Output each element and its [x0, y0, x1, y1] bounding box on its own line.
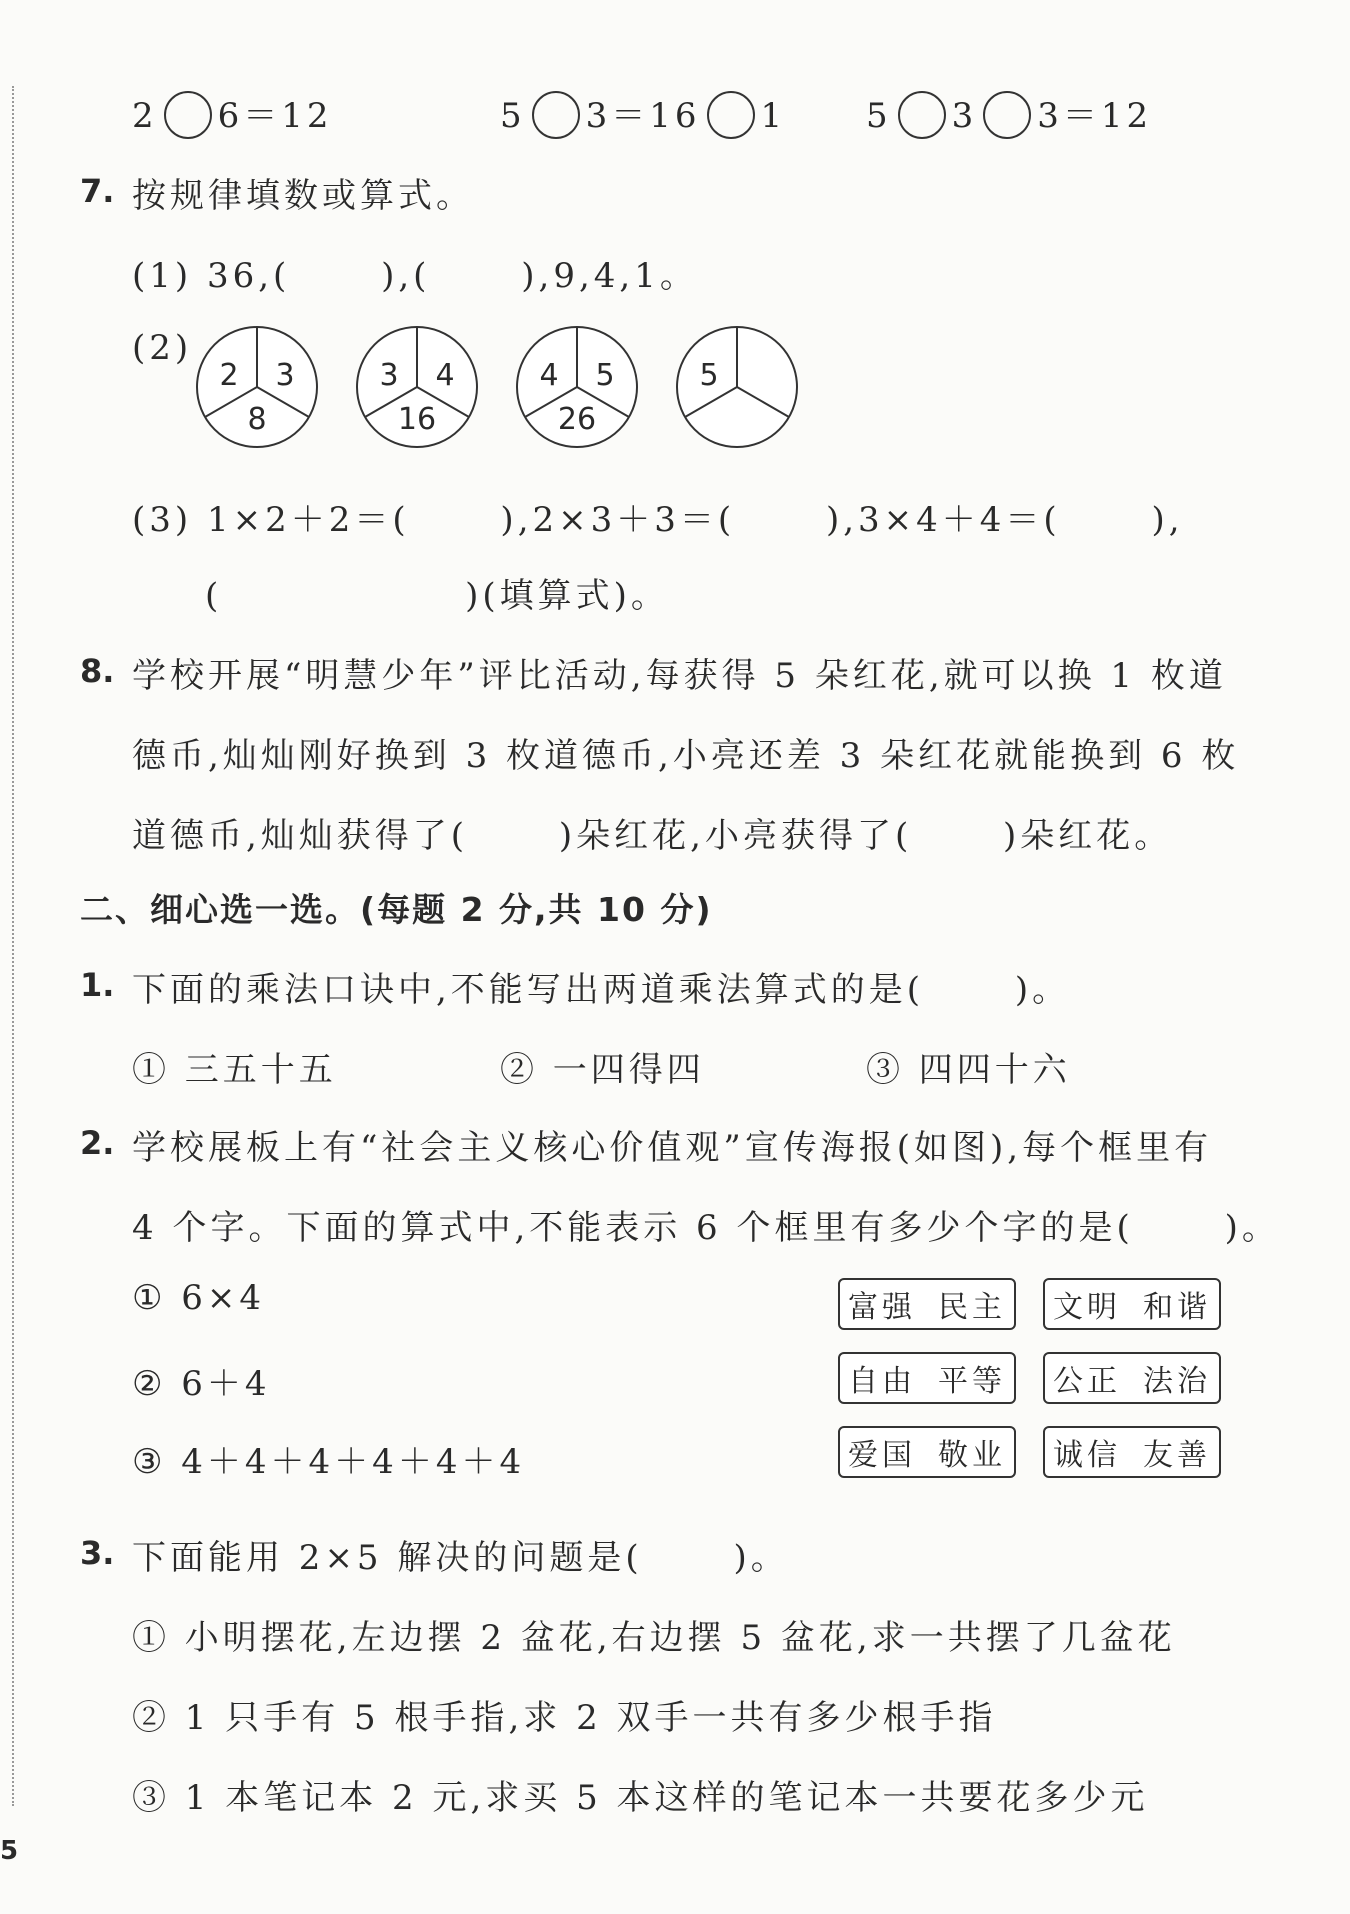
- pattern-circle: [357, 327, 477, 447]
- binding-margin-line: [12, 86, 14, 1806]
- question-8-line-3: 道德币,灿灿获得了( )朵红花,小亮获得了( )朵红花。: [132, 816, 1173, 856]
- question-7-part-2-label: (2): [132, 328, 193, 368]
- poster-box: [838, 1426, 1016, 1478]
- blank-circle[interactable]: [898, 91, 946, 139]
- box-word: 友善: [1143, 1438, 1211, 1473]
- question-7-part-3-line-1: (3) 1×2＋2＝( ),2×3＋3＝( ),3×4＋4＝( ),: [132, 500, 1184, 540]
- choice-3-option-2[interactable]: ② 1 只手有 5 根手指,求 2 双手一共有多少根手指: [132, 1698, 997, 1738]
- equation-1: [132, 88, 333, 142]
- eq1-right: 6＝12: [217, 96, 333, 136]
- choice-3-option-3[interactable]: ③ 1 本笔记本 2 元,求买 5 本这样的笔记本一共要花多少元: [132, 1778, 1149, 1818]
- circle-value-right: 4: [435, 358, 455, 393]
- choice-1-option-2[interactable]: ② 一四得四: [500, 1050, 705, 1090]
- poster-box: [1043, 1352, 1221, 1404]
- box-word: 民主: [938, 1290, 1006, 1325]
- circle-value-left: 3: [379, 358, 399, 393]
- choice-2-option-3[interactable]: ③ 4＋4＋4＋4＋4＋4: [132, 1442, 526, 1482]
- pattern-circles: [195, 322, 825, 452]
- blank-circle[interactable]: [164, 91, 212, 139]
- eq3-b: 3: [951, 96, 978, 136]
- circle-value-bottom: 8: [247, 402, 267, 437]
- choice-2-option-2[interactable]: ② 6＋4: [132, 1364, 271, 1404]
- equation-3: [866, 88, 1152, 142]
- circle-value-right: 3: [275, 358, 295, 393]
- equation-2: [500, 88, 786, 142]
- question-8-line-2: 德币,灿灿刚好换到 3 枚道德币,小亮还差 3 朵红花就能换到 6 枚: [132, 736, 1240, 776]
- circle-value-bottom: 26: [557, 402, 597, 437]
- box-word: 文明: [1053, 1290, 1121, 1325]
- box-word: 敬业: [938, 1438, 1006, 1473]
- poster-box: [1043, 1278, 1221, 1330]
- choice-2-option-1[interactable]: ① 6×4: [132, 1278, 266, 1318]
- poster-box: [1043, 1426, 1221, 1478]
- choice-3-text: 下面能用 2×5 解决的问题是( )。: [132, 1538, 789, 1578]
- question-7-part-1: (1) 36,( ),( ),9,4,1。: [132, 256, 698, 296]
- blank-circle[interactable]: [532, 91, 580, 139]
- section-2-title: 二、细心选一选。(每题 2 分,共 10 分): [80, 890, 713, 929]
- pattern-circle: [517, 327, 637, 447]
- circle-value-left: 5: [699, 358, 719, 393]
- question-7-number: 7.: [80, 172, 115, 210]
- question-7-title: 按规律填数或算式。: [132, 176, 474, 216]
- circle-value-left: 4: [539, 358, 559, 393]
- eq3-a: 5: [866, 96, 892, 136]
- box-word: 诚信: [1053, 1438, 1121, 1473]
- box-word: 富强: [848, 1290, 916, 1325]
- pattern-circle: [197, 327, 317, 447]
- eq2-c: 1: [760, 96, 787, 136]
- choice-3-option-1[interactable]: ① 小明摆花,左边摆 2 盆花,右边摆 5 盆花,求一共摆了几盆花: [132, 1618, 1176, 1658]
- choice-2-line-2: 4 个字。下面的算式中,不能表示 6 个框里有多少个字的是( )。: [132, 1208, 1280, 1248]
- choice-2-number: 2.: [80, 1124, 115, 1162]
- question-7-part-3-line-2: ( )(填算式)。: [205, 576, 669, 616]
- blank-circle[interactable]: [983, 91, 1031, 139]
- page-number: 5: [0, 1836, 19, 1866]
- eq3-c: 3＝12: [1037, 96, 1153, 136]
- choice-1-option-3[interactable]: ③ 四四十六: [866, 1050, 1071, 1090]
- question-8-line-1: 学校开展“明慧少年”评比活动,每获得 5 朵红花,就可以换 1 枚道: [132, 656, 1227, 696]
- question-8-number: 8.: [80, 652, 115, 690]
- box-word: 自由: [848, 1364, 916, 1399]
- circle-value-right: 5: [595, 358, 615, 393]
- box-word: 和谐: [1143, 1290, 1211, 1325]
- choice-1-option-1[interactable]: ① 三五十五: [132, 1050, 337, 1090]
- circle-value-left: 2: [219, 358, 239, 393]
- pattern-circle: [677, 327, 797, 447]
- choice-3-number: 3.: [80, 1534, 115, 1572]
- box-word: 公正: [1053, 1364, 1121, 1399]
- choice-2-line-1: 学校展板上有“社会主义核心价值观”宣传海报(如图),每个框里有: [132, 1128, 1213, 1168]
- blank-circle[interactable]: [707, 91, 755, 139]
- choice-1-text: 下面的乘法口诀中,不能写出两道乘法算式的是( )。: [132, 970, 1071, 1010]
- choice-1-number: 1.: [80, 966, 115, 1004]
- eq2-a: 5: [500, 96, 526, 136]
- poster-box: [838, 1352, 1016, 1404]
- box-word: 法治: [1143, 1364, 1211, 1399]
- eq2-b: 3＝16: [585, 96, 701, 136]
- poster-box: [838, 1278, 1016, 1330]
- eq1-left: 2: [132, 96, 158, 136]
- box-word: 平等: [938, 1364, 1006, 1399]
- circle-value-bottom: 16: [397, 402, 437, 437]
- box-word: 爱国: [848, 1438, 916, 1473]
